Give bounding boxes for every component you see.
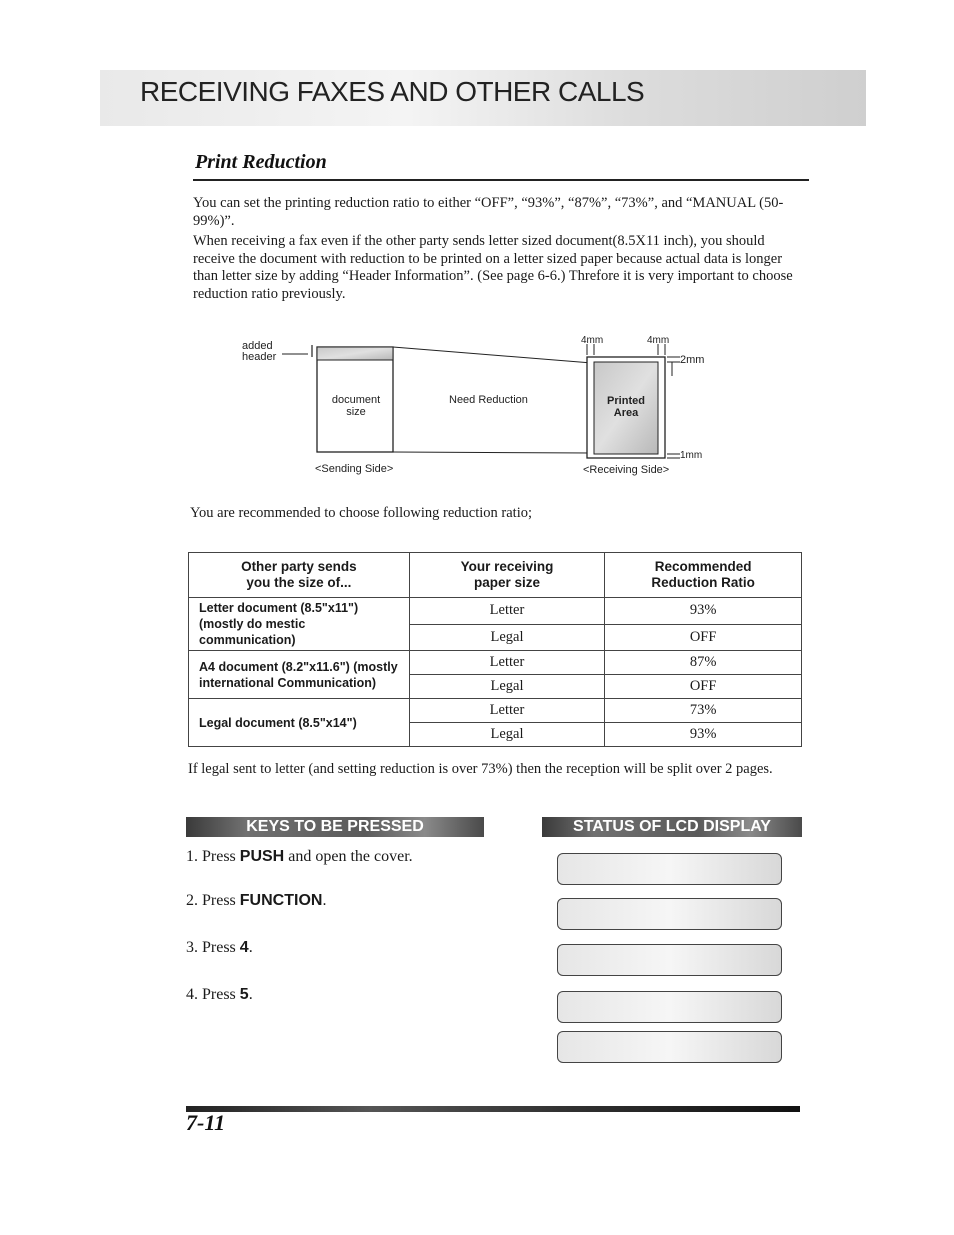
added-header-label: added header: [242, 340, 277, 363]
margin-right-label: 4mm: [647, 335, 670, 346]
paper-size-cell: Legal: [409, 675, 605, 699]
keys-to-be-pressed-heading: KEYS TO BE PRESSED: [186, 817, 484, 837]
step-1: 1. Press PUSH and open the cover.: [186, 848, 413, 865]
lcd-screen-date: [557, 853, 782, 885]
key-4: 4: [239, 939, 249, 956]
key-push: PUSH: [239, 848, 285, 865]
ratio-cell: OFF: [605, 675, 802, 699]
paper-size-cell: Letter: [409, 598, 605, 625]
key-function: FUNCTION: [239, 892, 323, 909]
margin-bottom-label: 1mm: [680, 450, 703, 461]
paper-size-cell: Legal: [409, 624, 605, 651]
added-header-strip: [317, 347, 393, 360]
step-2: 2. Press FUNCTION.: [186, 892, 327, 909]
split-pages-note: If legal sent to letter (and setting reduction is over 73%) then the reception will be split over 2 pages.: [188, 761, 773, 777]
intro-paragraph-1: You can set the printing reduction ratio to either “OFF”, “93%”, “87%”, “73%”, and “MANUAL (50-99%)”.: [193, 195, 784, 229]
intro-text: [193, 195, 809, 303]
page-number: 7-11: [186, 1110, 226, 1135]
column-header-recommended-ratio: Recommended Reduction Ratio: [605, 553, 802, 598]
chapter-title: RECEIVING FAXES AND OTHER CALLS: [140, 76, 645, 107]
section-divider: [193, 179, 809, 181]
margin-left-label: 4mm: [581, 335, 604, 346]
intro-paragraph-2: When receiving a fax even if the other party sends letter sized document(8.5X11 inch), you should receive the document with reduction to be printed on a letter sized paper because actual data is longer than letter size by adding “Header Information”. (See page 6-6.) Threfore it is very important to choose reduction ratio previously.: [193, 233, 793, 302]
ratio-cell: 87%: [605, 651, 802, 675]
step-4: 4. Press 5.: [186, 986, 253, 1003]
document-size-cell: Letter document (8.5"x11")(mostly do mestic communication): [189, 598, 410, 651]
margin-top-label: 2mm: [680, 354, 705, 366]
table-header-row: [189, 553, 802, 598]
printed-area-label: Printed Area: [607, 395, 645, 419]
column-header-other-party: Other party sends you the size of...: [189, 553, 410, 598]
lcd-screen-print-reduction: [557, 991, 782, 1023]
section-title: Print Reduction: [195, 151, 327, 173]
paper-size-cell: Letter: [409, 699, 605, 723]
step-3: 3. Press 4.: [186, 939, 253, 956]
reduction-ratio-table: [188, 552, 802, 747]
key-5: 5: [239, 986, 249, 1003]
need-reduction-label: Need Reduction: [449, 394, 528, 406]
paper-size-cell: Legal: [409, 723, 605, 747]
table-row: [189, 699, 802, 723]
lcd-status-heading: STATUS OF LCD DISPLAY: [542, 817, 802, 837]
receiving-side-label: <Receiving Side>: [583, 464, 670, 476]
lcd-screen-user-options: [557, 944, 782, 976]
sending-side-label: <Sending Side>: [315, 463, 394, 475]
ratio-cell: OFF: [605, 624, 802, 651]
ratio-cell: 93%: [605, 723, 802, 747]
document-size-cell: A4 document (8.2"x11.6") (mostly international Communication): [189, 651, 410, 699]
table-row: [189, 598, 802, 625]
footer-rule: [186, 1106, 800, 1112]
column-header-paper-size: Your receiving paper size: [409, 553, 605, 598]
lcd-screen-reduction-value: [557, 1031, 782, 1063]
paper-size-cell: Letter: [409, 651, 605, 675]
ratio-cell: 73%: [605, 699, 802, 723]
table-row: [189, 651, 802, 675]
document-size-cell: Legal document (8.5"x14"): [189, 699, 410, 747]
lcd-screen-scroll: [557, 898, 782, 930]
recommendation-text: You are recommended to choose following reduction ratio;: [190, 505, 533, 521]
ratio-cell: 93%: [605, 598, 802, 625]
document-size-label: document size: [331, 394, 381, 418]
